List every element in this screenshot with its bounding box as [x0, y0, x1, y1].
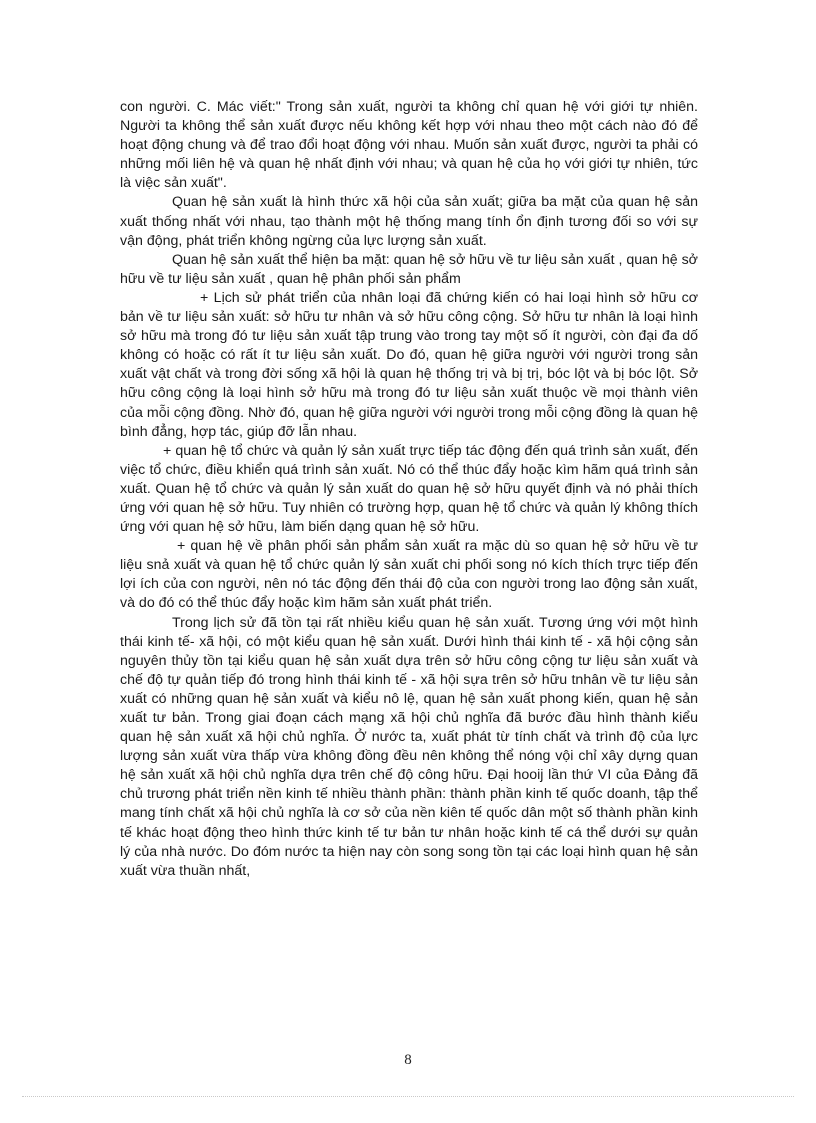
paragraph-3: Quan hệ sản xuất thể hiện ba mặt: quan hệ sở hữu về tư liệu sản xuất , quan hệ sở hữu về tư liệu sản xuất , quan hệ phân phối sản phẩm: [120, 251, 698, 287]
paragraph-6: + quan hệ về phân phối sản phẩm sản xuất ra mặc dù so quan hệ sở hữu về tư liệu snả xuất và quan hệ tổ chức quản lý sản xuất chi phối song nó kích thích trực tiếp đến lợi ích của con người, nên nó tác động đến thái độ của con người trong lao động sản xuất, và do đó có thể thúc đẩy hoặc kìm hãm sản xuất phát triển.: [120, 538, 698, 612]
page-number: 8: [404, 1052, 412, 1068]
page-bottom-rule: [22, 1096, 794, 1097]
paragraph-2: Quan hệ sản xuất là hình thức xã hội của sản xuất; giữa ba mặt của quan hệ sản xuất thống nhất với nhau, tạo thành một hệ thống mang tính ổn định tương đối so với sự vận động, phát triển không ngừng của lực lượng sản xuất.: [120, 194, 698, 249]
paragraph-5: + quan hệ tổ chức và quản lý sản xuất trực tiếp tác động đến quá trình sản xuất, đến việc tổ chức, điều khiển quá trình sản xuất. Nó có thể thúc đẩy hoặc kìm hãm quá trình sản xuất. Quan hệ tổ chức và quản lý sản xuất do quan hệ sở hữu quyết định và nó phải thích ứng với quan hệ sở hữu. Tuy nhiên có trường hợp, quan hệ tổ chức và quản lý không thích ứng với quan hệ sở hữu, làm biến dạng quan hệ sở hữu.: [120, 442, 698, 536]
paragraph-1: con người. C. Mác viết:" Trong sản xuất, người ta không chỉ quan hệ với giới tự nhiên. Người ta không thể sản xuất được nếu không kết hợp với nhau theo một cách nào đó để hoạt động chung và để trao đổi hoạt động với nhau. Muốn sản xuất được, người ta phải có những mối liên hệ và quan hệ nhất định với nhau; và quan hệ của họ với giới tự nhiên, tức là việc sản xuất".: [120, 99, 698, 192]
document-body: [120, 98, 698, 881]
paragraph-4: + Lịch sử phát triển của nhân loại đã chứng kiến có hai loại hình sở hữu cơ bản về tư liệu sản xuất: sở hữu tư nhân và sở hữu công cộng. Sở hữu tư nhân là loại hình sở hữu mà trong đó tư liệu sản xuất tập trung vào trong tay một số ít người, còn đại đa dố không có hoặc có rất ít tư liệu sản xuất. Do đó, quan hệ giữa người với người trong sản xuất vật chất và trong đời sống xã hội là quan hệ thống trị và bị trị, bóc lột và bị bóc lột. Sở hữu công cộng là loại hình sở hữu mà trong đó tư liệu sản xuất thuộc về mọi thành viên của mỗi cộng đồng. Nhờ đó, quan hệ giữa người với người trong mỗi cộng đồng là quan hệ bình đẳng, hợp tác, giúp đỡ lẫn nhau.: [120, 289, 698, 440]
paragraph-7: Trong lịch sử đã tồn tại rất nhiều kiểu quan hệ sản xuất. Tương ứng với một hình thái kinh tế- xã hội, có một kiểu quan hệ sản xuất. Dưới hình thái kinh tế - xã hội cộng sản nguyên thủy tồn tại kiểu quan hệ sản xuất dựa trên sở hữu công cộng tư liệu sản xuất và chế độ tự quản tiếp đó trong hình thái kinh tế - xã hội sựa trên sở hữu tnhân về tư liệu sản xuất có những quan hệ sản xuất và kiểu nô lệ, quan hệ sản xuất phong kiến, quan hệ sản xuất tư bản. Trong giai đoạn cách mạng xã hội chủ nghĩa đã bước đầu hình thành kiểu quan hệ sản xuất xã hội chủ nghĩa. Ở nước ta, xuất phát từ tính chất và trình độ của lực lượng sản xuất vừa thấp vừa không đồng đều nên không thể nóng vội chỉ xây dựng quan hệ sản xuất xã hội chủ nghĩa dựa trên chế độ công hữu. Đại hooij lần thứ VI của Đảng đã chủ trương phát triển nền kinh tế nhiều thành phần: thành phần kinh tế quốc doanh, tập thể mang tính chất xã hội chủ nghĩa là cơ sở của nền kiên tế quốc dân một số thành phần kinh tế khác hoạt động theo hình thức kinh tế tư bản tư nhân hoặc kinh tế cá thể dưới sự quản lý của nhà nước. Do đóm nước ta hiện nay còn song song tồn tại các loại hình quan hệ sản xuất vừa thuần nhất,: [120, 614, 698, 879]
